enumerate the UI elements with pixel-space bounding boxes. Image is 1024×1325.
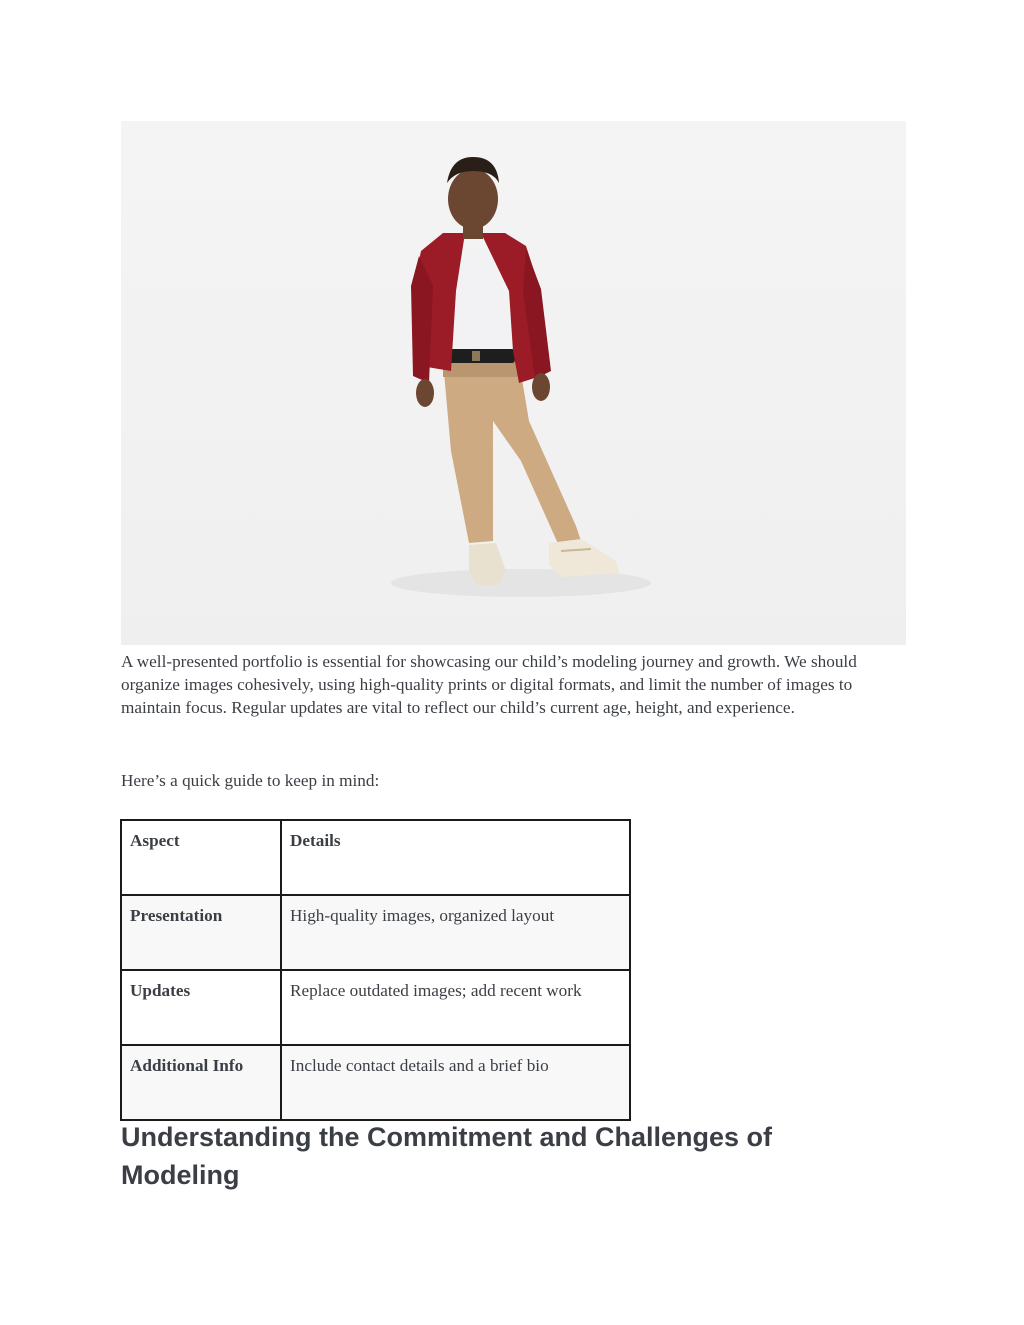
table-row	[121, 970, 630, 1045]
table-row	[121, 1045, 630, 1120]
table-cell-details: High-quality images, organized layout	[281, 895, 630, 970]
child-model-photo	[121, 121, 906, 645]
table-header-row	[121, 820, 630, 895]
section-heading: Understanding the Commitment and Challenges of Modeling	[121, 1122, 773, 1190]
table-header-details: Details	[281, 820, 630, 895]
table-cell-details: Include contact details and a brief bio	[281, 1045, 630, 1120]
table-row	[121, 895, 630, 970]
table-cell-details: Replace outdated images; add recent work	[281, 970, 630, 1045]
guide-table	[120, 819, 631, 1121]
table-cell-aspect: Updates	[121, 970, 281, 1045]
table-cell-aspect: Additional Info	[121, 1045, 281, 1120]
intro-paragraph: A well-presented portfolio is essential for showcasing our child’s modeling journey and growth. We should organize images cohesively, using high-quality prints or digital formats, and limit the number of images to maintain focus. Regular updates are vital to reflect our child’s current age, height, and experience.	[121, 652, 857, 717]
table-cell-aspect: Presentation	[121, 895, 281, 970]
guide-intro: Here’s a quick guide to keep in mind:	[121, 771, 380, 790]
table-header-aspect: Aspect	[121, 820, 281, 895]
child-model-illustration	[121, 121, 906, 645]
